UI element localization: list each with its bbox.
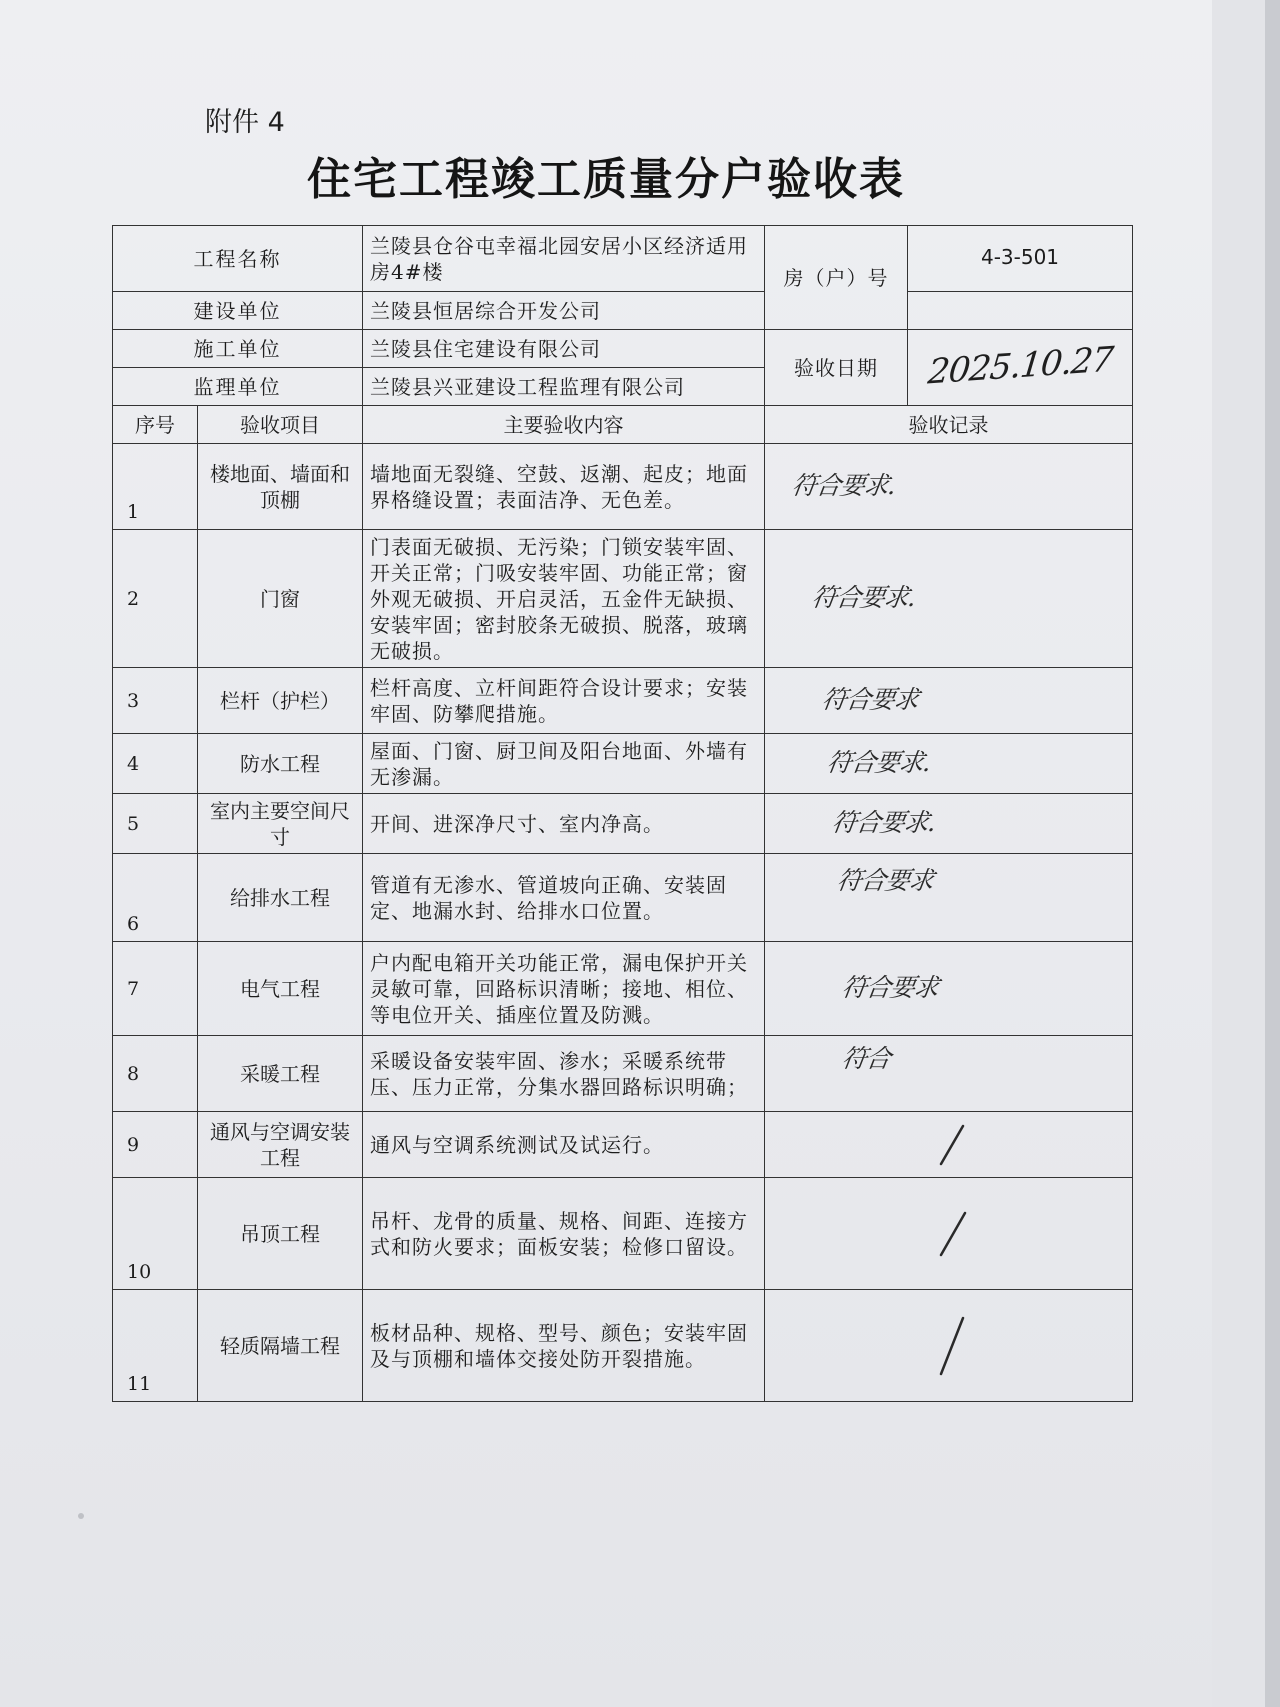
table-row xyxy=(113,444,1133,530)
header-row-developer xyxy=(113,292,1133,330)
slash-mark xyxy=(919,1209,979,1259)
row-item: 防水工程 xyxy=(198,734,363,794)
slash-mark xyxy=(919,1314,979,1378)
acceptance-date-handwritten: 2025.10.27 xyxy=(925,338,1115,393)
column-header-item: 验收项目 xyxy=(198,406,363,444)
contractor-label: 施工单位 xyxy=(113,330,363,368)
room-number-label: 房（户）号 xyxy=(765,226,908,330)
slash-mark xyxy=(919,1122,979,1168)
row-item: 通风与空调安装工程 xyxy=(198,1112,363,1178)
row-number: 11 xyxy=(113,1290,198,1402)
project-name-label: 工程名称 xyxy=(113,226,363,292)
acceptance-date-label: 验收日期 xyxy=(765,330,908,406)
handwritten-record: 符合要求. xyxy=(825,748,933,777)
row-record xyxy=(765,1178,1133,1290)
column-header-content: 主要验收内容 xyxy=(363,406,765,444)
row-record xyxy=(765,942,1133,1036)
table-row xyxy=(113,942,1133,1036)
developer-value: 兰陵县恒居综合开发公司 xyxy=(363,292,765,330)
row-record xyxy=(765,734,1133,794)
row-number: 2 xyxy=(113,530,198,668)
row-item: 吊顶工程 xyxy=(198,1178,363,1290)
handwritten-record: 符合要求 xyxy=(840,973,941,1002)
row-number: 10 xyxy=(113,1178,198,1290)
row-content: 户内配电箱开关功能正常，漏电保护开关灵敏可靠，回路标识清晰；接地、相位、等电位开关、插座位置及防溅。 xyxy=(363,942,765,1036)
row-content: 门表面无破损、无污染；门锁安装牢固、开关正常；门吸安装牢固、功能正常；窗外观无破损、开启灵活，五金件无缺损、 安装牢固；密封胶条无破损、脱落，玻璃无破损。 xyxy=(363,530,765,668)
header-row-project xyxy=(113,226,1133,292)
table-row xyxy=(113,854,1133,942)
row-record xyxy=(765,1112,1133,1178)
column-header-record: 验收记录 xyxy=(765,406,1133,444)
row-content: 栏杆高度、立杆间距符合设计要求；安装牢固、防攀爬措施。 xyxy=(363,668,765,734)
room-number-blank xyxy=(908,292,1133,330)
row-item: 楼地面、墙面和顶棚 xyxy=(198,444,363,530)
row-content: 屋面、门窗、厨卫间及阳台地面、外墙有无渗漏。 xyxy=(363,734,765,794)
supervisor-label: 监理单位 xyxy=(113,368,363,406)
row-item: 门窗 xyxy=(198,530,363,668)
row-item: 室内主要空间尺寸 xyxy=(198,794,363,854)
row-record xyxy=(765,794,1133,854)
project-name-value: 兰陵县仓谷屯幸福北园安居小区经济适用房4#楼 xyxy=(363,226,765,292)
handwritten-record: 符合要求 xyxy=(835,866,936,895)
row-record xyxy=(765,854,1133,942)
row-content: 板材品种、规格、型号、颜色；安装牢固及与顶棚和墙体交接处防开裂措施。 xyxy=(363,1290,765,1402)
row-number: 7 xyxy=(113,942,198,1036)
handwritten-record: 符合要求. xyxy=(830,808,938,837)
row-item: 采暖工程 xyxy=(198,1036,363,1112)
table-row xyxy=(113,1178,1133,1290)
row-number: 1 xyxy=(113,444,198,530)
column-header-row xyxy=(113,406,1133,444)
row-content: 吊杆、龙骨的质量、规格、间距、连接方式和防火要求；面板安装；检修口留设。 xyxy=(363,1178,765,1290)
table-row xyxy=(113,530,1133,668)
room-number-value: 4-3-501 xyxy=(908,226,1133,292)
row-number: 5 xyxy=(113,794,198,854)
handwritten-record: 符合要求. xyxy=(810,583,918,612)
contractor-value: 兰陵县住宅建设有限公司 xyxy=(363,330,765,368)
row-content: 采暖设备安装牢固、渗水；采暖系统带压、压力正常，分集水器回路标识明确； xyxy=(363,1036,765,1112)
row-content: 墙地面无裂缝、空鼓、返潮、起皮；地面界格缝设置；表面洁净、无色差。 xyxy=(363,444,765,530)
supervisor-value: 兰陵县兴亚建设工程监理有限公司 xyxy=(363,368,765,406)
table-row xyxy=(113,668,1133,734)
row-item: 轻质隔墙工程 xyxy=(198,1290,363,1402)
table-row xyxy=(113,794,1133,854)
table-row xyxy=(113,1036,1133,1112)
document-title: 住宅工程竣工质量分户验收表 xyxy=(307,154,905,205)
row-record xyxy=(765,1036,1133,1112)
slash-mark-wrap xyxy=(772,1209,1125,1259)
column-header-no: 序号 xyxy=(113,406,198,444)
header-row-contractor xyxy=(113,330,1133,368)
row-number: 8 xyxy=(113,1036,198,1112)
row-content: 通风与空调系统测试及试运行。 xyxy=(363,1112,765,1178)
table-row xyxy=(113,734,1133,794)
row-record xyxy=(765,668,1133,734)
row-item: 电气工程 xyxy=(198,942,363,1036)
acceptance-date-cell xyxy=(908,330,1133,406)
row-content: 开间、进深净尺寸、室内净高。 xyxy=(363,794,765,854)
slash-mark-wrap xyxy=(772,1314,1125,1378)
row-record xyxy=(765,530,1133,668)
row-number: 9 xyxy=(113,1112,198,1178)
developer-label: 建设单位 xyxy=(113,292,363,330)
row-content: 管道有无渗水、管道坡向正确、安装固定、地漏水封、给排水口位置。 xyxy=(363,854,765,942)
slash-mark-wrap xyxy=(772,1122,1125,1168)
handwritten-record: 符合 xyxy=(840,1044,893,1073)
row-number: 3 xyxy=(113,668,198,734)
table-row xyxy=(113,1290,1133,1402)
row-item: 栏杆（护栏） xyxy=(198,668,363,734)
table-row xyxy=(113,1112,1133,1178)
row-record xyxy=(765,1290,1133,1402)
row-number: 4 xyxy=(113,734,198,794)
punch-hole xyxy=(78,1513,84,1519)
row-number: 6 xyxy=(113,854,198,942)
attachment-label: 附件 4 xyxy=(205,107,285,138)
acceptance-form xyxy=(112,225,1133,1402)
row-item: 给排水工程 xyxy=(198,854,363,942)
handwritten-record: 符合要求. xyxy=(790,471,898,500)
handwritten-record: 符合要求 xyxy=(820,685,921,714)
row-record xyxy=(765,444,1133,530)
